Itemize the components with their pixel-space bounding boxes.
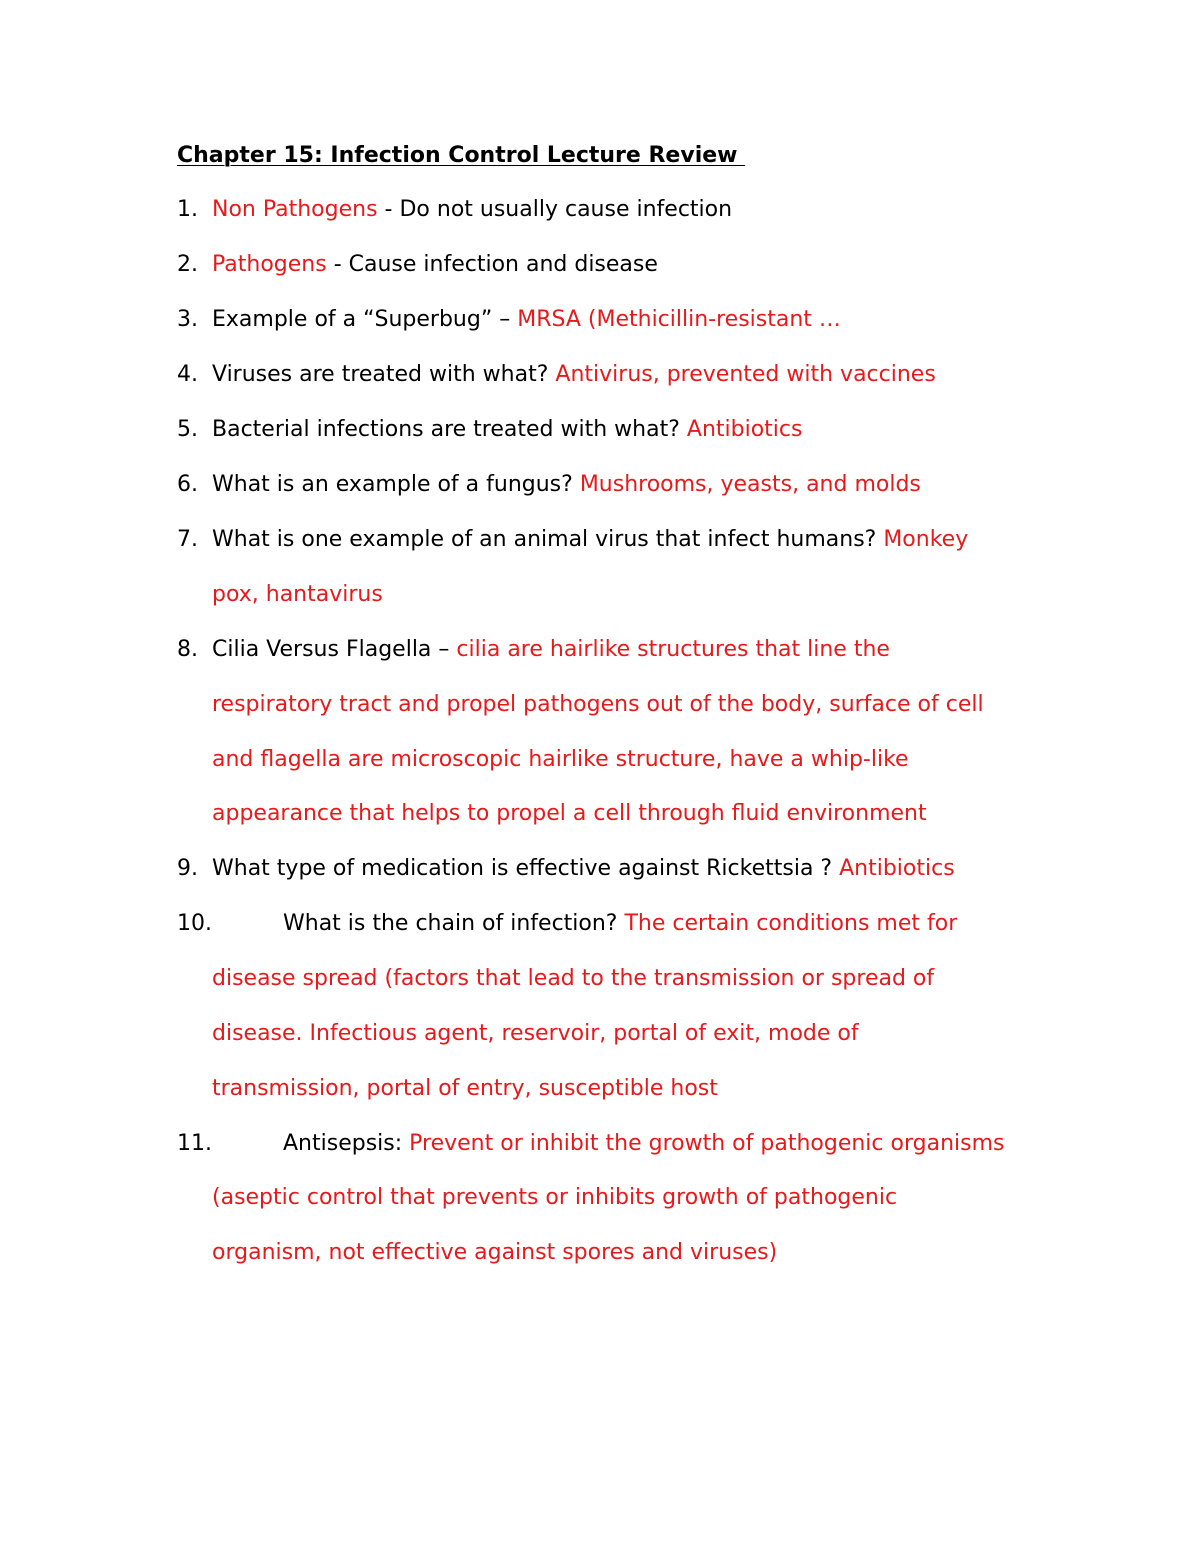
item-number: 6. xyxy=(177,472,198,497)
list-item-1 xyxy=(177,195,732,225)
list-item-7 xyxy=(177,525,968,555)
item-number: 10. xyxy=(177,911,212,936)
item-answer: Mushrooms, yeasts, and molds xyxy=(579,472,921,497)
item-number: 9. xyxy=(177,856,198,881)
item-question: Viruses are treated with what? xyxy=(212,362,556,387)
item-answer-continuation: disease spread (factors that lead to the transmission or spread of xyxy=(212,966,935,991)
item-answer-continuation: and flagella are microscopic hairlike structure, have a whip-like xyxy=(212,747,909,772)
item-question: What is the chain of infection? xyxy=(283,911,625,936)
item-answer: Non Pathogens xyxy=(212,197,378,222)
page-title: Chapter 15: Infection Control Lecture Review xyxy=(177,143,746,168)
item-answer: Antivirus, prevented with vaccines xyxy=(555,362,936,387)
item-answer: Monkey xyxy=(883,527,969,552)
item-question: What is one example of an animal virus that infect humans? xyxy=(212,527,884,552)
item-answer: Antibiotics xyxy=(839,856,955,881)
item-number: 2. xyxy=(177,252,198,277)
item-number: 1. xyxy=(177,197,198,222)
item-answer-continuation: pox, hantavirus xyxy=(212,582,383,607)
item-answer-tail: - Do not usually cause infection xyxy=(377,197,733,222)
item-answer: The certain conditions met for xyxy=(624,911,958,936)
item-answer-continuation: (aseptic control that prevents or inhibits growth of pathogenic xyxy=(212,1185,898,1210)
item-answer: cilia are hairlike structures that line the xyxy=(456,637,890,662)
item-answer-continuation: organism, not effective against spores and viruses) xyxy=(212,1240,778,1265)
list-item-5 xyxy=(177,415,802,445)
item-answer: Prevent or inhibit the growth of pathogenic organisms xyxy=(409,1131,1005,1156)
list-item-9 xyxy=(177,854,955,884)
item-answer-continuation: respiratory tract and propel pathogens out of the body, surface of cell xyxy=(212,692,984,717)
item-answer: Antibiotics xyxy=(686,417,803,442)
list-item-2 xyxy=(177,250,658,280)
item-question: Cilia Versus Flagella – xyxy=(212,637,457,662)
item-answer-continuation: transmission, portal of entry, susceptible host xyxy=(212,1076,718,1101)
item-number: 4. xyxy=(177,362,198,387)
item-number: 5. xyxy=(177,417,198,442)
item-answer-continuation: appearance that helps to propel a cell through fluid environment xyxy=(212,801,927,826)
item-question: Example of a “Superbug” – xyxy=(212,307,518,332)
list-item-4 xyxy=(177,360,936,390)
item-answer-tail: - Cause infection and disease xyxy=(326,252,658,277)
item-number: 11. xyxy=(177,1131,212,1156)
list-item-11 xyxy=(177,1129,1004,1159)
list-item-3 xyxy=(177,305,841,335)
list-item-10 xyxy=(177,909,957,939)
item-number: 8. xyxy=(177,637,198,662)
item-question: What is an example of a fungus? xyxy=(212,472,580,497)
list-item-6 xyxy=(177,470,921,500)
item-question: Bacterial infections are treated with what? xyxy=(212,417,687,442)
item-answer-continuation: disease. Infectious agent, reservoir, portal of exit, mode of xyxy=(212,1021,859,1046)
item-question: What type of medication is effective against Rickettsia ? xyxy=(212,856,840,881)
item-answer: MRSA (Methicillin-resistant … xyxy=(517,307,841,332)
item-number: 7. xyxy=(177,527,198,552)
list-item-8 xyxy=(177,635,890,665)
item-question: Antisepsis: xyxy=(283,1131,410,1156)
item-number: 3. xyxy=(177,307,198,332)
item-answer: Pathogens xyxy=(212,252,327,277)
